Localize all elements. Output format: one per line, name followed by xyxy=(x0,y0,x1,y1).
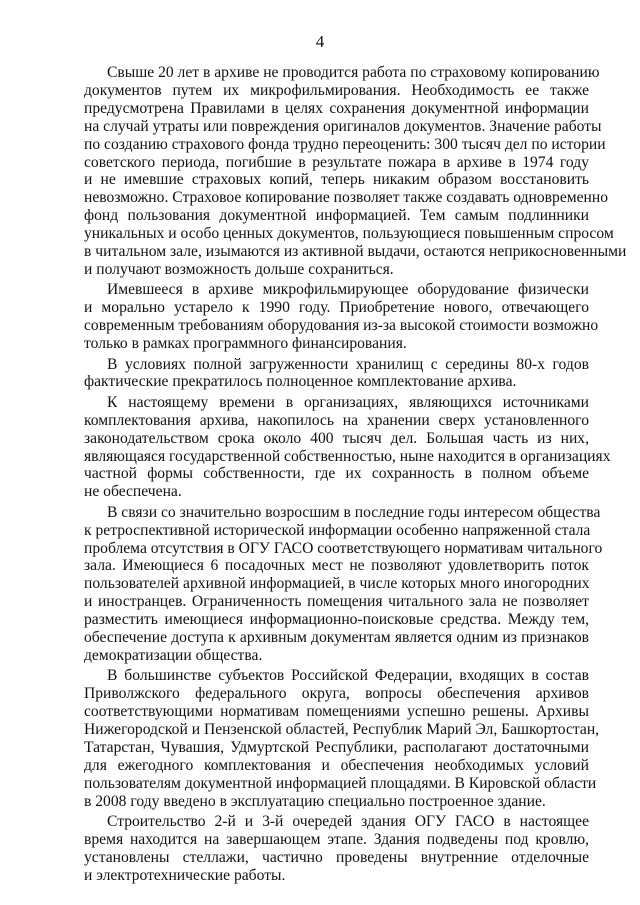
text-line: документов путем их микрофильмирования. Необходимость ее также xyxy=(84,81,589,99)
text-line: к ретроспективной исторической информации особенно напряженной стала xyxy=(84,521,591,539)
text-line: зала. Имеющиеся 6 посадочных мест не позволяют удовлетворить поток xyxy=(84,557,589,575)
text-line: проблема отсутствия в ОГУ ГАСО соответствующего нормативам читального xyxy=(84,539,603,557)
text-line: по созданию страхового фонда трудно переоценить: 300 тысяч дел по истории xyxy=(84,135,606,153)
text-line: в читальном зале, изымаются из активной выдачи, остаются неприкосновенными xyxy=(84,243,627,261)
text-line: демократизации общества. xyxy=(84,647,263,664)
text-line: пользователям документной информацией площадями. В Кировской области xyxy=(84,774,597,792)
text-line: для ежегодного комплектования и обеспечения необходимых условий xyxy=(84,756,589,774)
text-line: современным требованиям оборудования из-за высокой стоимости возможно xyxy=(84,317,599,335)
text-line: Имевшееся в архиве микрофильмирующее оборудование физически xyxy=(107,281,589,299)
paragraph xyxy=(84,667,600,810)
text-line: соответствующими нормативам помещениями успешно решены. Архивы xyxy=(84,703,589,721)
text-line: В условиях полной загруженности хранилищ с середины 80-х годов xyxy=(107,355,589,373)
text-line: и морально устарело к 1990 году. Приобретение нового, отвечающего xyxy=(84,299,589,317)
paragraph xyxy=(84,281,599,353)
text-line: Нижегородской и Пензенской областей, Республик Марий Эл, Башкортостан, xyxy=(84,721,600,739)
text-line: Приволжского федерального округа, вопросы обеспечения архивов xyxy=(84,685,589,703)
text-line: фонд пользования документной информацией. Тем самым подлинники xyxy=(84,207,589,225)
text-line: невозможно. Страховое копирование позволяет также создавать одновременно xyxy=(84,189,609,207)
paragraph xyxy=(84,356,589,392)
text-line: и получают возможность дольше сохраниться. xyxy=(84,260,394,278)
text-line: обеспечение доступа к архивным документам является одним из признаков xyxy=(84,629,589,647)
text-line: на случай утраты или повреждения оригиналов документов. Значение работы xyxy=(84,117,602,135)
text-line: В связи со значительно возросшим в последние годы интересом общества xyxy=(107,503,601,521)
text-line: и электротехнические работы. xyxy=(84,866,286,884)
text-line: советского периода, погибшие в результате пожара в архиве в 1974 году xyxy=(84,153,589,171)
paragraph xyxy=(84,813,589,885)
text-line: не обеспечена. xyxy=(84,483,182,501)
page-number: 4 xyxy=(315,32,325,51)
text-line: время находится на завершающем этапе. Здания подведены под кровлю, xyxy=(84,831,589,849)
text-line: только в рамках программного финансирования. xyxy=(84,335,407,353)
text-line: комплектования архива, накопилось на хранении сверх установленного xyxy=(84,411,589,429)
text-line: Свыше 20 лет в архиве не проводится работа по страховому копированию xyxy=(107,64,600,81)
text-line: предусмотрена Правилами в целях сохранения документной информации xyxy=(84,99,589,117)
text-line: и не имевшие страховых копий, теперь никаким образом восстановить xyxy=(84,171,589,189)
text-line: и иностранцев. Ограниченность помещения читального зала не позволяет xyxy=(84,593,589,611)
text-line: пользователей архивной информацией, в числе которых много иногородних xyxy=(84,575,590,593)
text-line: разместить имеющиеся информационно-поисковые средства. Между тем, xyxy=(84,611,589,629)
text-line: Татарстан, Чувашия, Удмуртской Республики, располагают достаточными xyxy=(84,739,589,757)
paragraph xyxy=(84,503,603,665)
text-line: являющаяся государственной собственностью, ныне находится в организациях xyxy=(84,447,611,465)
paragraph xyxy=(84,64,627,279)
text-line: К настоящему времени в организациях, являющихся источниками xyxy=(107,393,589,411)
text-line: уникальных и особо ценных документов, пользующиеся повышенным спросом xyxy=(84,225,614,243)
text-line: в 2008 году введено в эксплуатацию специально построенное здание. xyxy=(84,792,546,810)
paragraph xyxy=(84,393,611,501)
document-body xyxy=(84,64,627,887)
text-line: законодательством срока около 400 тысяч дел. Большая часть из них, xyxy=(84,429,589,447)
text-line: В большинстве субъектов Российской Федерации, входящих в состав xyxy=(107,667,589,685)
text-line: Строительство 2-й и 3-й очередей здания ОГУ ГАСО в настоящее xyxy=(107,813,589,831)
text-line: частной формы собственности, где их сохранность в полном объеме xyxy=(84,465,589,483)
text-line: установлены стеллажи, частично проведены внутренние отделочные xyxy=(84,848,589,866)
text-line: фактические прекратилось полноценное комплектование архива. xyxy=(84,373,517,391)
